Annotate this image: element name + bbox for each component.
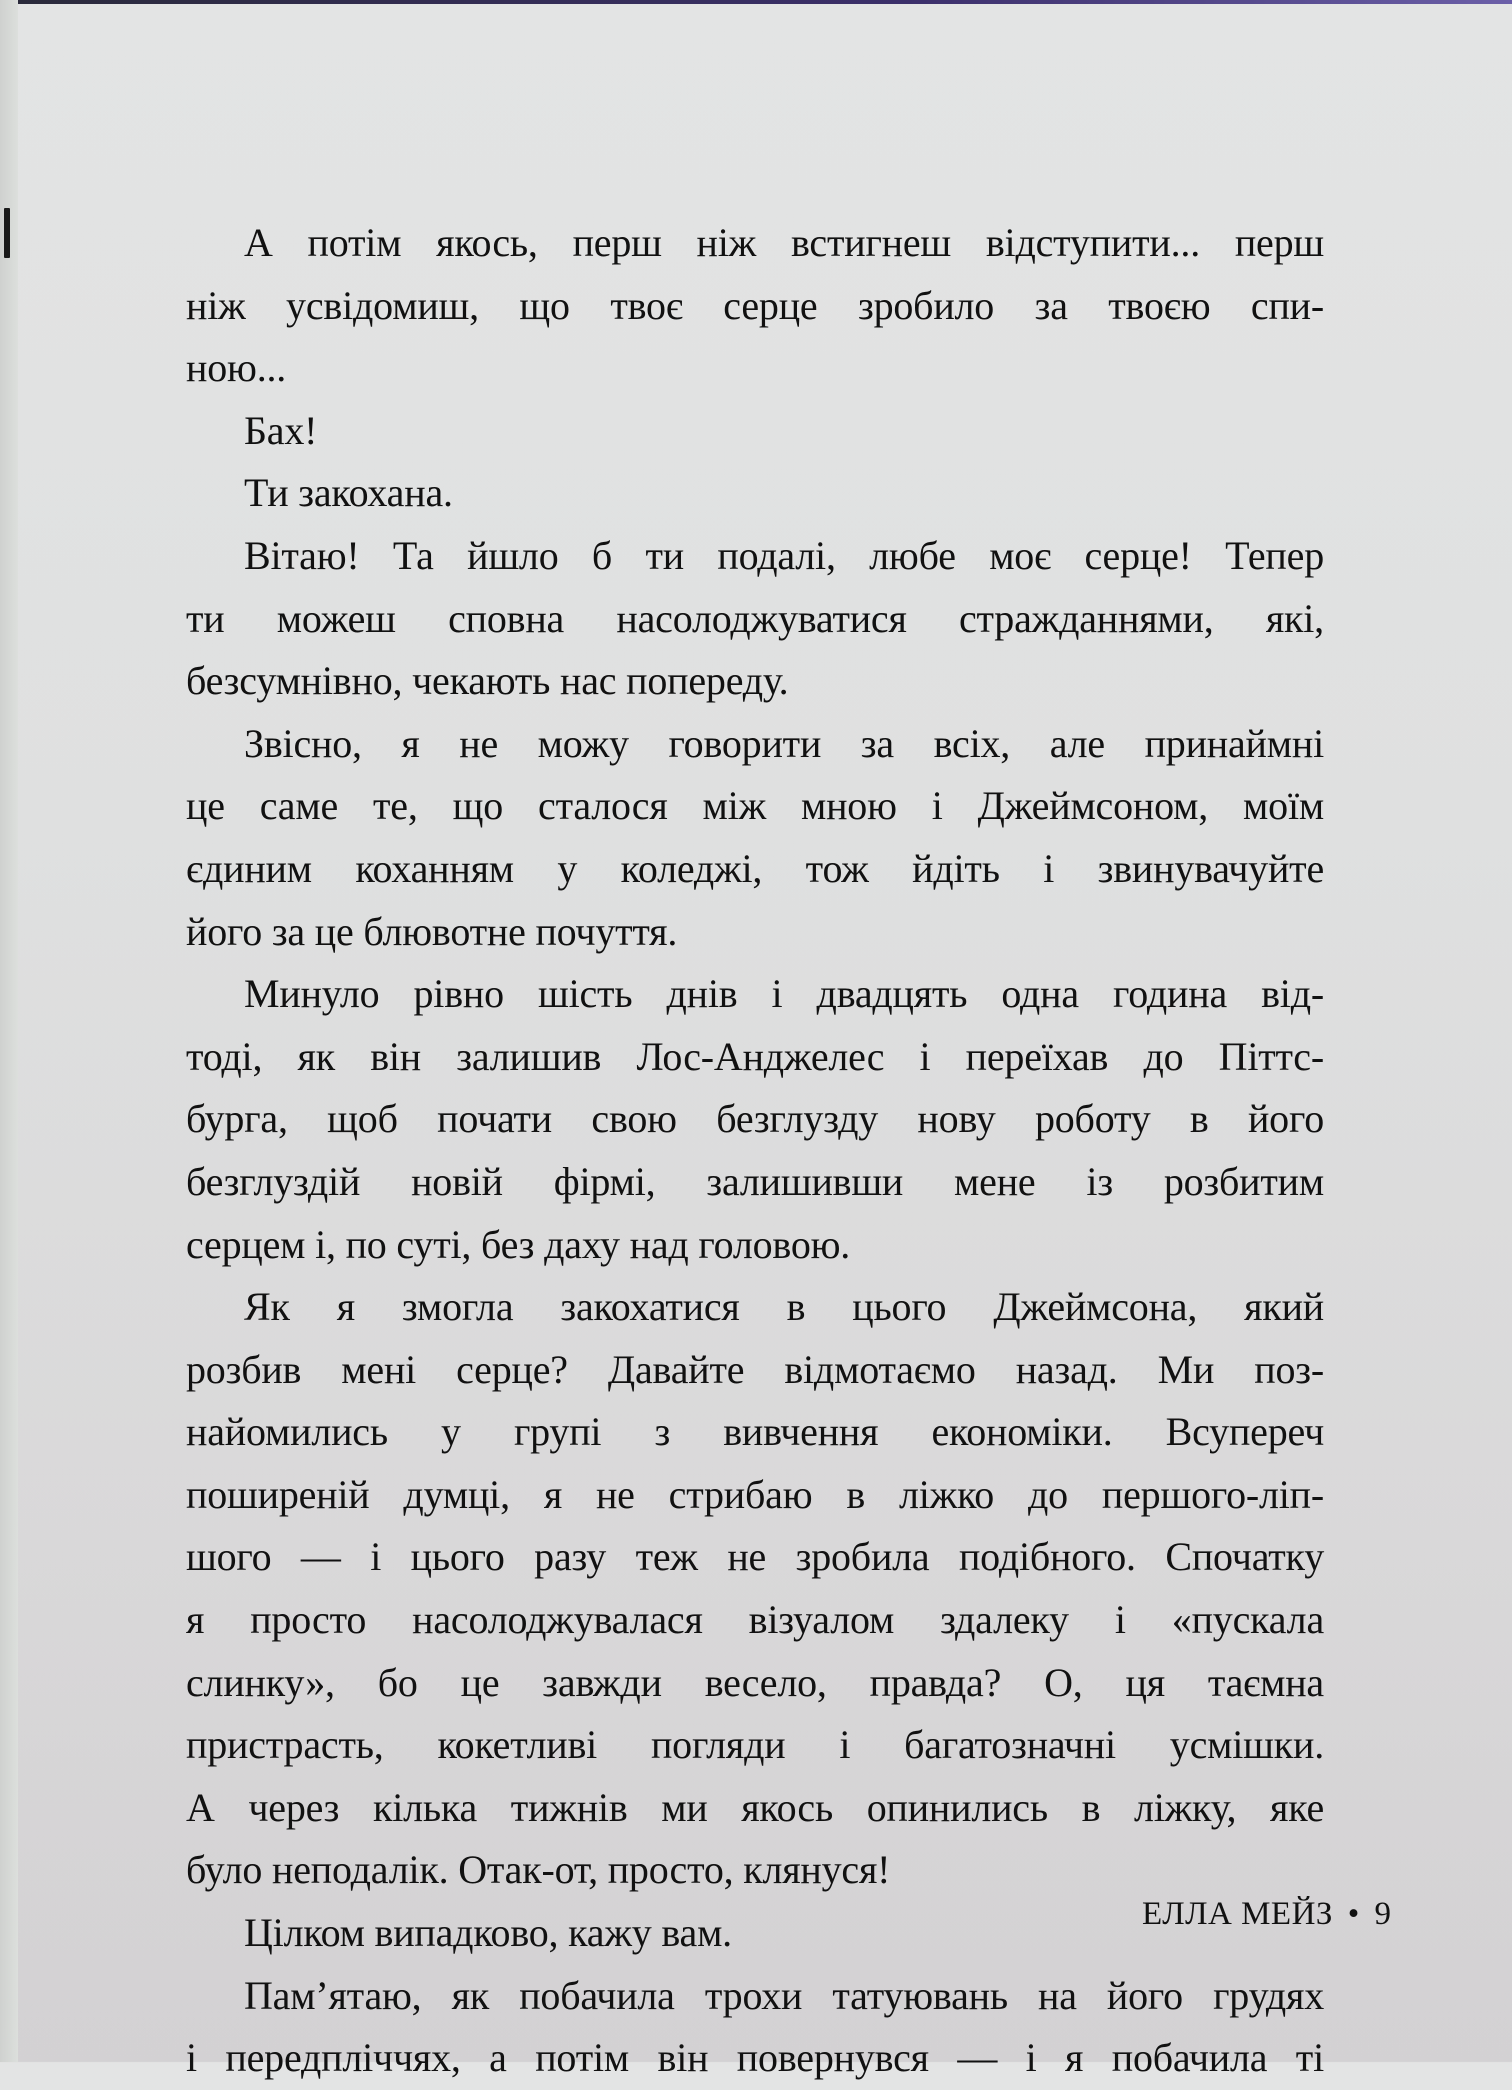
- page-gutter: [0, 0, 18, 2062]
- text-line: це саме те, що сталося між мною і Джеймсоном, моїм: [186, 783, 1324, 829]
- text-line: слинку», бо це завжди весело, правда? О, ця таємна: [186, 1659, 1324, 1705]
- text-line: Цілком випадково, кажу вам.: [244, 1910, 732, 1956]
- text-line: поширеній думці, я не стрибаю в ліжко до першого-ліп-: [186, 1471, 1324, 1517]
- text-line: його за це блювотне почуття.: [186, 908, 678, 954]
- text-line: ніж усвідомиш, що твоє серце зробило за твоєю спи-: [186, 282, 1324, 328]
- text-line: безглуздій новій фірмі, залишивши мене із розбитим: [186, 1158, 1324, 1204]
- text-line: і передпліччях, а потім він повернувся — і я побачила ті: [186, 2035, 1324, 2081]
- page-number: 9: [1374, 1896, 1392, 1932]
- margin-mark: [4, 208, 10, 258]
- text-line: було неподалік. Отак-от, просто, клянуся!: [186, 1847, 891, 1893]
- footer-author: ЕЛЛА МЕЙЗ: [1142, 1896, 1333, 1932]
- text-line: Пам’ятаю, як побачила трохи татуювань на його грудях: [244, 1972, 1324, 2018]
- text-line: тоді, як він залишив Лос-Анджелес і переїхав до Піттс-: [186, 1033, 1324, 1079]
- text-line: безсумнівно, чекають нас попереду.: [186, 658, 789, 704]
- page-body-text: [186, 212, 1324, 2090]
- text-line: Бах!: [244, 407, 318, 453]
- text-line: ти можеш сповна насолоджуватися стражданнями, які,: [186, 595, 1324, 641]
- text-line: А потім якось, перш ніж встигнеш відступити... перш: [244, 220, 1324, 265]
- text-line: розбив мені серце? Давайте відмотаємо назад. Ми поз-: [186, 1346, 1324, 1392]
- text-line: найомились у групі з вивчення економіки. Всупереч: [186, 1409, 1324, 1455]
- text-line: серцем і, по суті, без даху над головою.: [186, 1221, 851, 1267]
- footer-separator: •: [1347, 1896, 1360, 1932]
- running-footer: [1142, 1892, 1392, 1936]
- text-line: Минуло рівно шість днів і двадцять одна година від-: [244, 971, 1324, 1017]
- page-top-edge: [0, 0, 1512, 4]
- text-line: я просто насолоджувалася візуалом здалеку і «пускала: [186, 1597, 1324, 1643]
- text-line: Звісно, я не можу говорити за всіх, але принаймні: [244, 720, 1324, 766]
- text-line: Ти закохана.: [244, 470, 453, 516]
- text-line: Як я змогла закохатися в цього Джеймсона, який: [244, 1284, 1324, 1330]
- text-line: єдиним коханням у коледжі, тож йдіть і звинувачуйте: [186, 845, 1324, 891]
- text-line: ною...: [186, 345, 287, 391]
- text-line: Вітаю! Та йшло б ти подалі, любе моє серце! Тепер: [244, 532, 1324, 578]
- text-line: бурга, щоб почати свою безглузду нову роботу в його: [186, 1096, 1324, 1142]
- text-line: шого — і цього разу теж не зробила подібного. Спочатку: [186, 1534, 1324, 1580]
- text-line: А через кілька тижнів ми якось опинились в ліжку, яке: [186, 1784, 1324, 1830]
- text-line: пристрасть, кокетливі погляди і багатозначні усмішки.: [186, 1722, 1324, 1768]
